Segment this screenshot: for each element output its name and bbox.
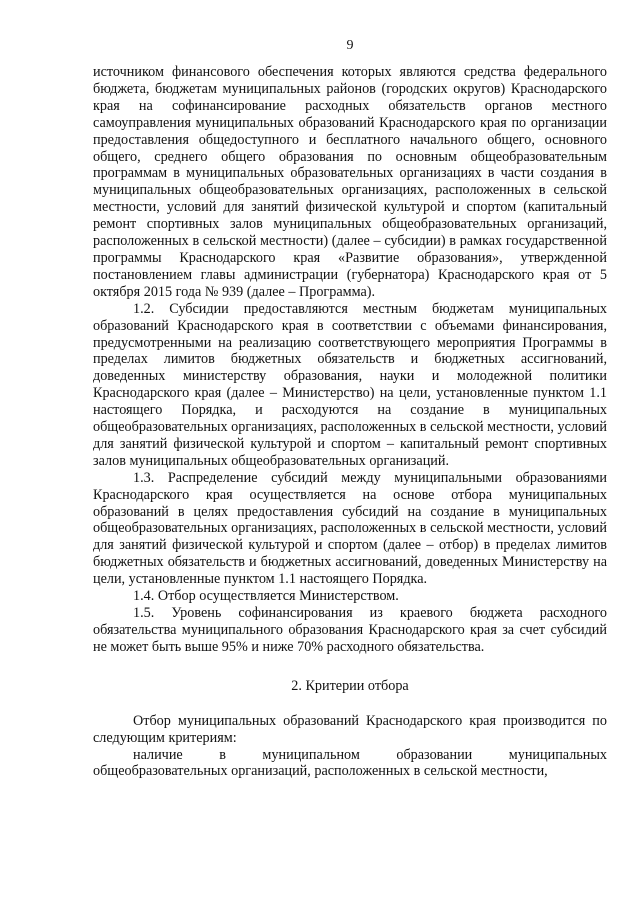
paragraph-1-5: 1.5. Уровень софинансирования из краевого бюджета расходного обязательства муниципального образования Краснодарского края за счет субсидий не может быть выше 95% и ниже 70% расходного обязательства. bbox=[93, 605, 607, 655]
section-title: 2. Критерии отбора bbox=[291, 677, 409, 694]
paragraph-criterion-1: наличие в муниципальном образовании муниципальных общеобразовательных организаций, расположенных в сельской местности, bbox=[93, 746, 607, 780]
paragraph-1-4: 1.4. Отбор осуществляется Министерством. bbox=[133, 588, 399, 605]
page-number: 9 bbox=[346, 38, 354, 53]
paragraph-1-3: 1.3. Распределение субсидий между муниципальными образованиями Краснодарского края осуществляется на основе отбора муниципальных образований в целях предоставления субсидий на создание в муниципальных общеобразовательных организациях, расположенных в сельской местности, условий для занятий физической культурой и спортом (далее – отбор) в пределах лимитов бюджетных обязательств и бюджетных ассигнований, доведенных Министерству на цели, установленные пунктом 1.1 настоящего Порядка. bbox=[93, 469, 607, 588]
paragraph-selection-intro: Отбор муниципальных образований Краснодарского края производится по следующим критериям: bbox=[93, 712, 607, 746]
paragraph-1-1-continuation: источником финансового обеспечения которых являются средства федерального бюджета, бюджетам муниципальных районов (городских округов) Краснодарского края на софинансирование расходных обязательств органов местного самоуправления муниципальных образований Краснодарского края по организации предоставления общедоступного и бесплатного начального общего, основного общего, среднего общего образования по основным общеобразовательным программам в муниципальных образовательных организациях в части создания в муниципальных общеобразовательных организациях, расположенных в сельской местности, условий для занятий физической культурой и спортом (капитальный ремонт спортивных залов муниципальных общеобразовательных организаций, расположенных в сельской местности) (далее – субсидии) в рамках государственной программы Краснодарского края «Развитие образования», утвержденной постановлением главы администрации (губернатора) Краснодарского края от 5 октября 2015 года № 939 (далее – Программа). bbox=[93, 64, 607, 300]
paragraph-1-2: 1.2. Субсидии предоставляются местным бюджетам муниципальных образований Краснодарского края в соответствии с объемами финансирования, предусмотренными на реализацию соответствующего мероприятия Программы в пределах лимитов бюджетных обязательств и бюджетных ассигнований, доведенных министерству образования, науки и молодежной политики Краснодарского края (далее – Министерство) на цели, установленные пунктом 1.1 настоящего Порядка, и расходуются на создание в муниципальных общеобразовательных организациях, расположенных в сельской местности, условий для занятий физической культурой и спортом – капитальный ремонт спортивных залов муниципальных общеобразовательных организаций. bbox=[93, 300, 607, 469]
